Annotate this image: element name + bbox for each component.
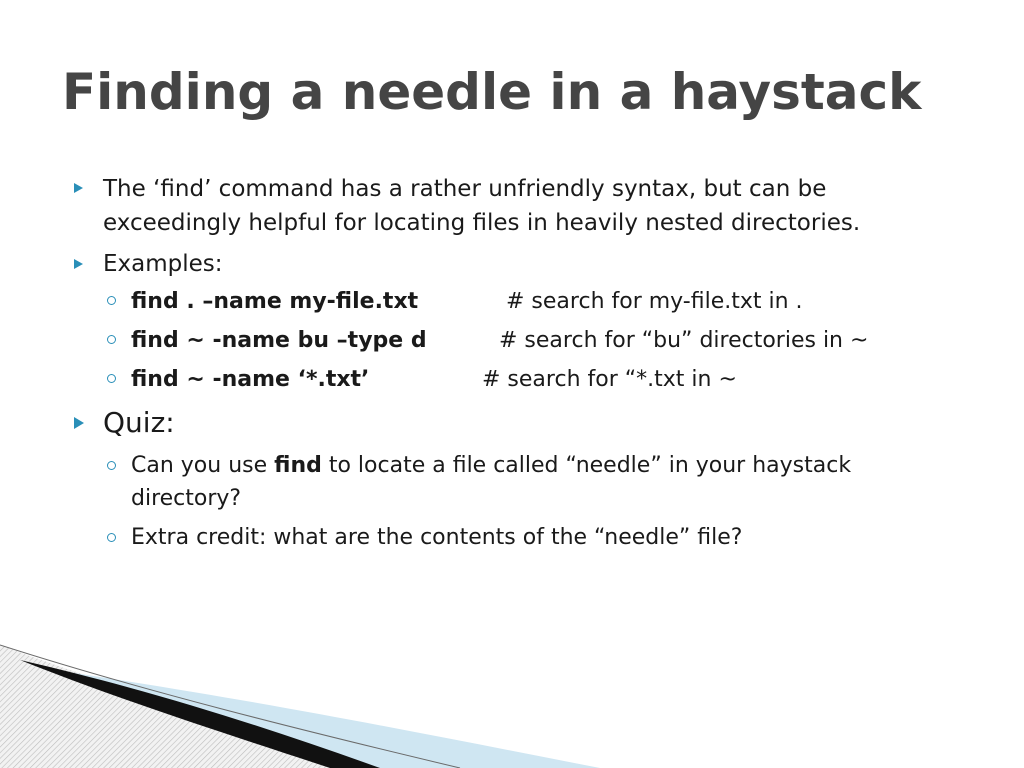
quiz-question-2: Extra credit: what are the contents of the “needle” file? [131,525,743,550]
slide-title: Finding a needle in a haystack [62,63,922,121]
example-comment: # search for “bu” directories in ~ [499,328,869,353]
intro-text-line-1: The ‘find’ command has a rather unfriendly syntax, but can be [103,176,827,202]
quiz-question-1-line-2: directory? [131,486,242,511]
quiz-label: Quiz: [103,406,175,439]
quiz-question-1-prefix: Can you use [131,453,275,478]
quiz-question-1-bold: find [274,453,322,478]
intro-text-line-2: exceedingly helpful for locating files in heavily nested directories. [103,210,861,236]
example-comment: # search for my-file.txt in . [506,289,803,314]
example-command: find ~ -name ‘*.txt’ [131,367,370,392]
quiz-question-1-suffix: to locate a file called “needle” in your haystack [321,453,852,478]
example-command: find . –name my-file.txt [131,289,419,314]
examples-label: Examples: [103,251,223,277]
example-command: find ~ -name bu –type d [131,328,427,353]
example-comment: # search for “*.txt in ~ [482,367,737,392]
